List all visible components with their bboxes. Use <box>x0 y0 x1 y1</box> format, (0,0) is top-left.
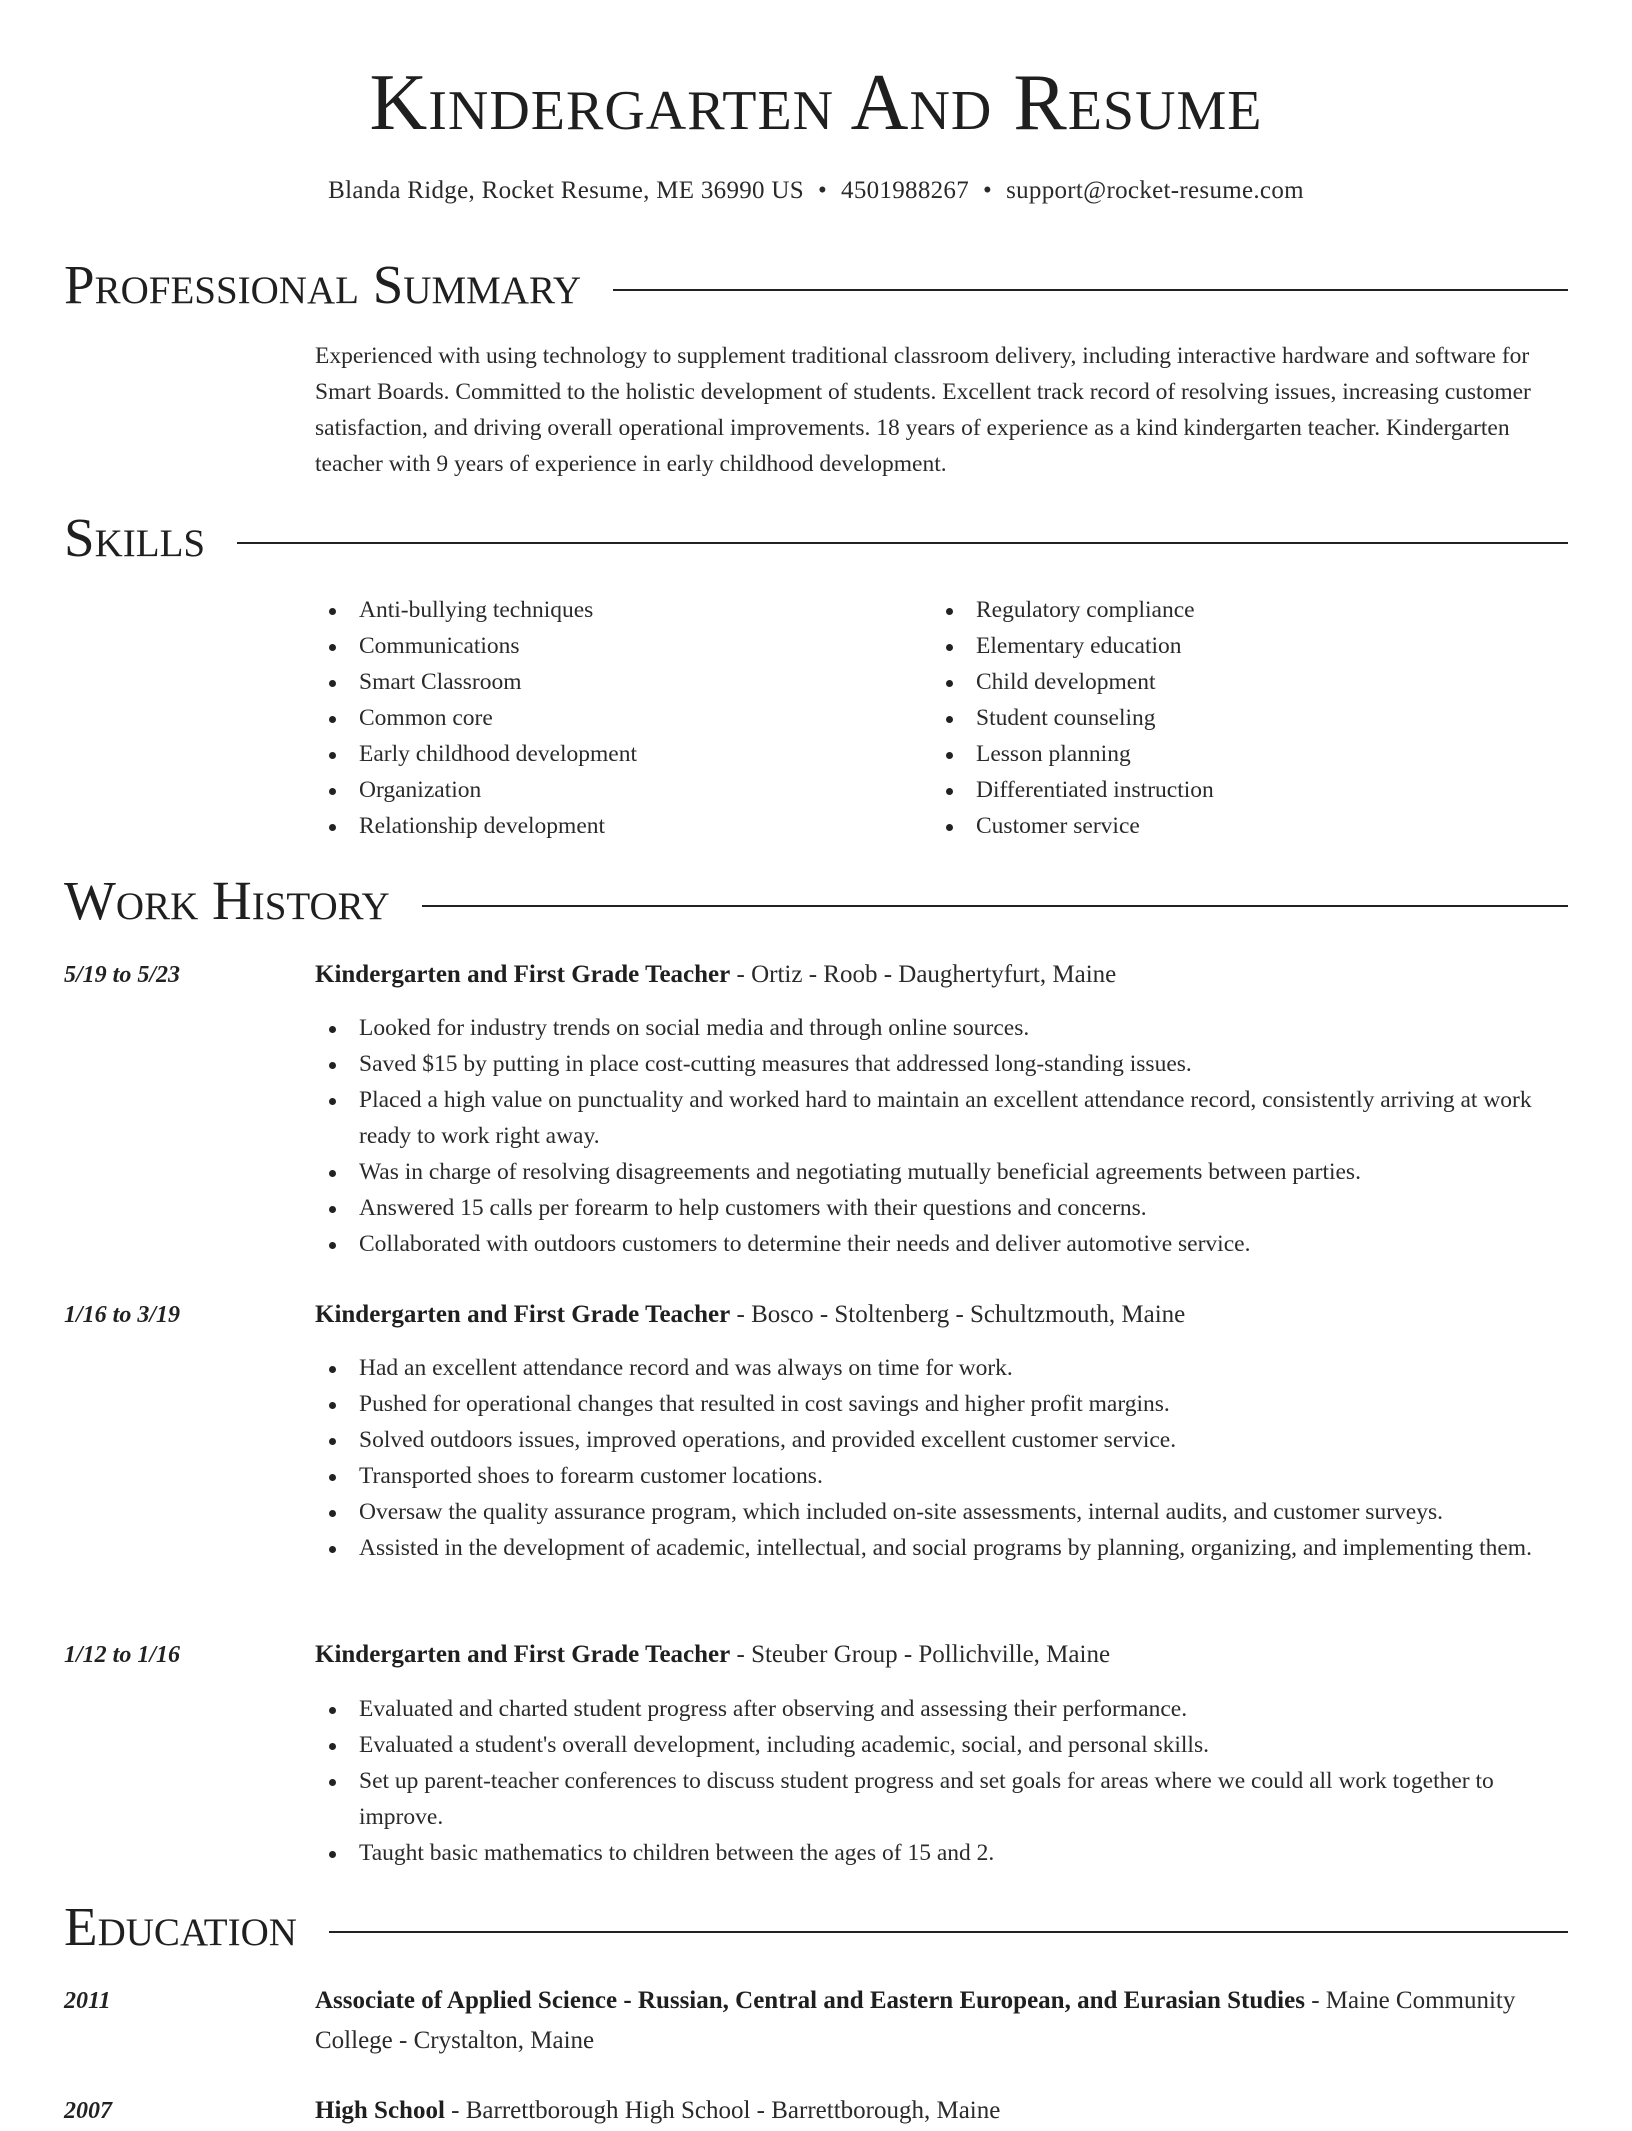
skill-item: Early childhood development <box>315 736 875 772</box>
job-bullet: Pushed for operational changes that resulted in cost savings and higher profit margins. <box>315 1386 1568 1422</box>
job-dates: 1/12 to 1/16 <box>64 1642 181 1668</box>
job-bullet: Placed a high value on punctuality and worked hard to maintain an excellent attendance record, consistently arriving at work ready to work right away. <box>315 1082 1568 1154</box>
skill-item: Student counseling <box>932 700 1492 736</box>
summary-section-header <box>64 253 1568 317</box>
skill-item: Communications <box>315 628 875 664</box>
contact-address: Blanda Ridge, Rocket Resume, ME 36990 US <box>328 177 804 204</box>
education-entry <box>315 1981 1568 2061</box>
contact-line <box>0 174 1632 208</box>
contact-separator: • <box>983 177 993 204</box>
job-bullet: Solved outdoors issues, improved operations, and provided excellent customer service. <box>315 1422 1568 1458</box>
skills-section-header <box>64 506 1568 570</box>
work-section-header <box>64 869 1568 933</box>
education-section-title: Education <box>64 1896 297 1957</box>
job-heading <box>315 1635 1568 1675</box>
job-bullet: Collaborated with outdoors customers to determine their needs and deliver automotive service. <box>315 1226 1568 1262</box>
skill-item: Child development <box>932 664 1492 700</box>
job-bullets <box>315 1010 1568 1262</box>
skill-item: Lesson planning <box>932 736 1492 772</box>
education-degree: High School <box>315 2097 445 2124</box>
job-bullet: Was in charge of resolving disagreements and negotiating mutually beneficial agreements between parties. <box>315 1154 1568 1190</box>
skill-item: Customer service <box>932 808 1492 844</box>
job-bullet: Answered 15 calls per forearm to help customers with their questions and concerns. <box>315 1190 1568 1226</box>
contact-phone: 4501988267 <box>841 177 970 204</box>
job-heading <box>315 1295 1568 1335</box>
summary-section-title: Professional Summary <box>64 254 582 315</box>
candidate-name: Kindergarten And Resume <box>369 59 1263 147</box>
education-school: - Barrettborough High School - Barrettborough, Maine <box>444 2097 1001 2124</box>
job-title: Kindergarten and First Grade Teacher <box>315 1641 731 1668</box>
education-section-header <box>64 1895 1568 1959</box>
job-bullet: Assisted in the development of academic, intellectual, and social programs by planning, organizing, and implementing them. <box>315 1530 1568 1566</box>
job-bullet: Oversaw the quality assurance program, which included on-site assessments, internal audits, and customer surveys. <box>315 1494 1568 1530</box>
work-section-title: Work History <box>64 870 390 931</box>
education-year: 2007 <box>64 2098 112 2124</box>
job-bullets <box>315 1350 1568 1566</box>
skill-item: Regulatory compliance <box>932 592 1492 628</box>
skill-item: Common core <box>315 700 875 736</box>
job-bullet: Evaluated and charted student progress after observing and assessing their performance. <box>315 1691 1568 1727</box>
skill-item: Elementary education <box>932 628 1492 664</box>
job-title: Kindergarten and First Grade Teacher <box>315 961 731 988</box>
job-bullets <box>315 1691 1568 1871</box>
section-divider <box>329 1931 1568 1933</box>
section-divider <box>613 289 1568 291</box>
skill-item: Relationship development <box>315 808 875 844</box>
skills-section-title: Skills <box>64 507 206 568</box>
job-bullet: Looked for industry trends on social media and through online sources. <box>315 1010 1568 1046</box>
job-dates: 1/16 to 3/19 <box>64 1302 181 1328</box>
education-entry <box>315 2091 1568 2131</box>
job-bullet: Saved $15 by putting in place cost-cutting measures that addressed long-standing issues. <box>315 1046 1568 1082</box>
contact-separator: • <box>817 177 828 204</box>
summary-text: Experienced with using technology to supplement traditional classroom delivery, including interactive hardware and software for Smart Boards. Committed to the holistic development of students. Excellent track record of resolving issues, increasing customer satisfaction, and driving overall operational improvements. 18 years of experience as a kind kindergarten teacher. Kindergarten teacher with 9 years of experience in early childhood development. <box>315 343 1531 477</box>
skill-item: Smart Classroom <box>315 664 875 700</box>
job-bullet: Transported shoes to forearm customer locations. <box>315 1458 1568 1494</box>
job-title: Kindergarten and First Grade Teacher <box>315 1301 731 1328</box>
skill-item: Anti-bullying techniques <box>315 592 875 628</box>
job-employer: - Bosco - Stoltenberg - Schultzmouth, Maine <box>730 1301 1186 1328</box>
job-bullet: Taught basic mathematics to children between the ages of 15 and 2. <box>315 1835 1568 1871</box>
education-year: 2011 <box>64 1988 111 2014</box>
skill-item: Differentiated instruction <box>932 772 1492 808</box>
job-bullet: Evaluated a student's overall development, including academic, social, and personal skills. <box>315 1727 1568 1763</box>
contact-email[interactable]: support@rocket-resume.com <box>1006 177 1304 204</box>
skills-list-left <box>315 592 875 844</box>
job-employer: - Steuber Group - Pollichville, Maine <box>730 1641 1111 1668</box>
job-bullet: Set up parent-teacher conferences to discuss student progress and set goals for areas where we could all work together to improve. <box>315 1763 1568 1835</box>
section-divider <box>422 905 1568 907</box>
job-employer: - Ortiz - Roob - Daughertyfurt, Maine <box>730 961 1117 988</box>
education-degree: Associate of Applied Science - Russian, Central and Eastern European, and Eurasian Studies <box>315 1987 1305 2014</box>
section-divider <box>237 542 1568 544</box>
education-school: - Maine Community College - Crystalton, Maine <box>315 1987 1516 2054</box>
job-dates: 5/19 to 5/23 <box>64 962 181 988</box>
job-heading <box>315 955 1568 995</box>
skill-item: Organization <box>315 772 875 808</box>
job-bullet: Had an excellent attendance record and was always on time for work. <box>315 1350 1568 1386</box>
skills-list-right <box>932 592 1492 844</box>
